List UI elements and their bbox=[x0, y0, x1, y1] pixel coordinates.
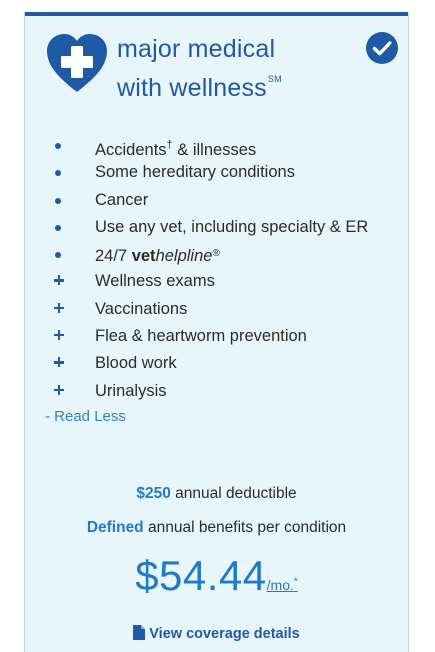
deductible-text: annual deductible bbox=[170, 485, 297, 502]
bullet-icon bbox=[55, 170, 61, 176]
feature-item bbox=[49, 380, 368, 407]
feature-item bbox=[49, 270, 368, 297]
feature-list bbox=[49, 134, 368, 407]
feature-text: Some hereditary conditions bbox=[95, 163, 295, 182]
dagger-mark: † bbox=[166, 139, 173, 151]
read-less-link[interactable]: - Read Less bbox=[45, 408, 126, 425]
feature-item bbox=[49, 352, 368, 379]
feature-item bbox=[49, 189, 368, 216]
feature-text: Blood work bbox=[95, 354, 177, 373]
checkmark-circle-icon[interactable] bbox=[366, 32, 398, 64]
service-mark: SM bbox=[267, 74, 282, 84]
view-coverage-details-text: View coverage details bbox=[149, 626, 300, 642]
helpline-italic-text: helpline bbox=[155, 247, 213, 266]
price-unit-text: /mo. bbox=[266, 577, 294, 593]
feature-item bbox=[49, 325, 368, 352]
feature-text-prefix: 24/7 bbox=[95, 247, 132, 266]
feature-text: Accidents bbox=[95, 141, 167, 159]
plus-icon bbox=[54, 357, 64, 367]
feature-item bbox=[49, 134, 368, 161]
plus-icon bbox=[54, 330, 64, 340]
plus-icon bbox=[54, 303, 64, 313]
registered-mark: ® bbox=[212, 248, 220, 260]
heart-cross-icon bbox=[45, 32, 109, 96]
feature-text: Flea & heartworm prevention bbox=[95, 327, 307, 346]
feature-item bbox=[49, 161, 368, 188]
view-coverage-details-link[interactable] bbox=[25, 625, 408, 642]
deductible-amount: $250 bbox=[136, 485, 171, 502]
feature-text: Urinalysis bbox=[95, 381, 167, 400]
feature-text: Use any vet, including specialty & ER bbox=[95, 217, 369, 236]
feature-text: Wellness exams bbox=[95, 272, 215, 291]
plan-title-line2-text: with wellness bbox=[117, 74, 267, 102]
plan-title-line1: major medical bbox=[117, 35, 276, 63]
benefits-highlight: Defined bbox=[86, 519, 144, 536]
bullet-icon bbox=[55, 225, 61, 231]
bullet-icon bbox=[55, 143, 61, 149]
price-unit[interactable] bbox=[267, 577, 298, 593]
plan-card bbox=[24, 12, 409, 652]
deductible-line bbox=[25, 485, 408, 503]
monthly-price bbox=[25, 552, 408, 600]
price-footnote-mark: * bbox=[293, 576, 298, 588]
plus-icon bbox=[54, 275, 64, 285]
feature-item bbox=[49, 298, 368, 325]
feature-text: Cancer bbox=[95, 190, 149, 209]
feature-item bbox=[49, 243, 368, 270]
price-amount: $54.44 bbox=[135, 552, 267, 599]
plus-icon bbox=[54, 385, 64, 395]
document-icon bbox=[133, 625, 145, 640]
bullet-icon bbox=[55, 252, 61, 258]
vet-bold-text: vet bbox=[131, 247, 156, 266]
feature-text-suffix: & illnesses bbox=[172, 141, 257, 159]
feature-text: Vaccinations bbox=[95, 299, 188, 318]
benefits-line bbox=[25, 519, 408, 537]
plan-title-line2 bbox=[117, 64, 282, 103]
card-top-border bbox=[25, 12, 408, 16]
bullet-icon bbox=[55, 198, 61, 204]
benefits-text: annual benefits per condition bbox=[143, 519, 347, 536]
feature-item bbox=[49, 216, 368, 243]
plan-title bbox=[117, 34, 282, 103]
